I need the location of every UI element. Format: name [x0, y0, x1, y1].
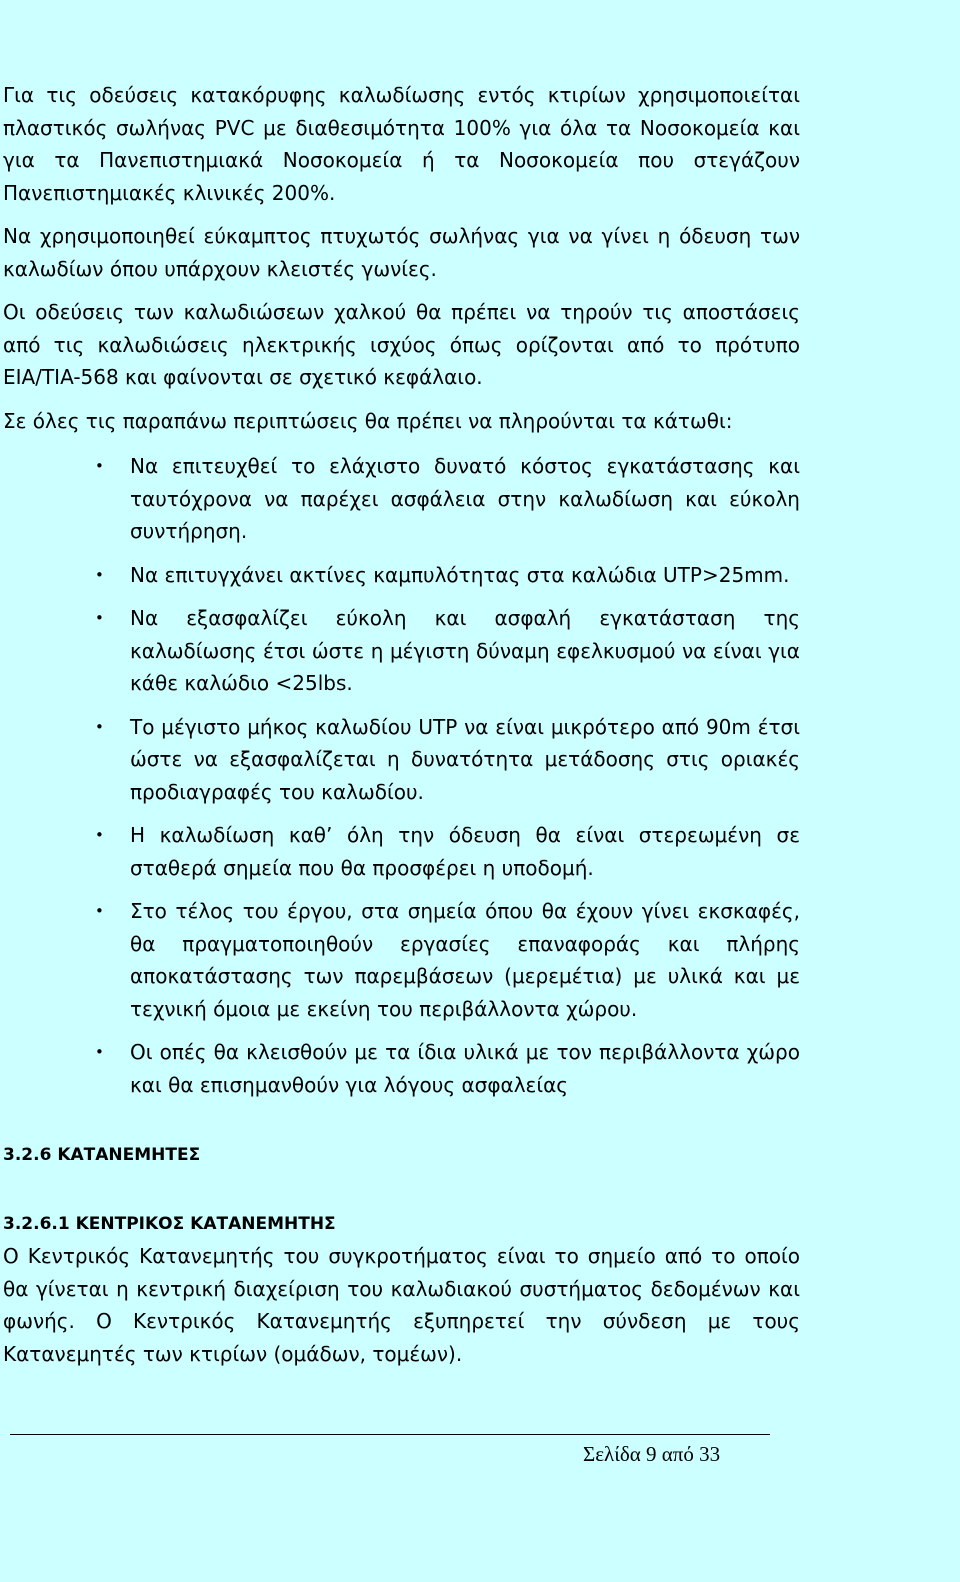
list-item: [3, 819, 800, 884]
document-body: [3, 79, 800, 1370]
bullet-icon: •: [95, 717, 104, 736]
list-item-text: Η καλωδίωση καθ’ όλη την όδευση θα είναι στερεωμένη σε σταθερά σημεία που θα προσφέρει η υποδομή.: [130, 823, 800, 880]
subsection-heading: 3.2.6.1 ΚΕΝΤΡΙΚΟΣ ΚΑΤΑΝΕΜΗΤΗΣ: [3, 1214, 336, 1234]
paragraph-copper-distances: Οι οδεύσεις των καλωδιώσεων χαλκού θα πρέπει να τηρούν τις αποστάσεις από τις καλωδιώσεις ηλεκτρικής ισχύος όπως ορίζονται από το πρότυπο EIA/TIA-568 και φαίνονται σε σχετικό κεφάλαιο.: [3, 300, 800, 389]
footer-divider: [10, 1434, 770, 1435]
bullet-icon: •: [95, 565, 104, 584]
requirements-list: [3, 450, 800, 1101]
bullet-icon: •: [95, 457, 104, 475]
bullet-icon: •: [95, 609, 104, 627]
list-item-text: Οι οπές θα κλεισθούν με τα ίδια υλικά με τον περιβάλλοντα χώρο και θα επισημανθούν για λόγους ασφαλείας: [130, 1040, 800, 1097]
list-item-text: Να επιτευχθεί το ελάχιστο δυνατό κόστος εγκατάστασης και ταυτόχρονα να παρέχει ασφάλεια στην καλωδίωση και εύκολη συντήρηση.: [130, 454, 800, 543]
list-item: [3, 602, 800, 700]
list-item-text: Να εξασφαλίζει εύκολη και ασφαλή εγκατάσταση της καλωδίωσης έτσι ώστε η μέγιστη δύναμη εφελκυσμού να είναι για κάθε καλώδιο <25lbs.: [130, 606, 800, 695]
list-item: [3, 1036, 800, 1101]
page-number: Σελίδα 9 από 33: [583, 1442, 721, 1466]
list-item-text: Στο τέλος του έργου, στα σημεία όπου θα έχουν γίνει εκσκαφές, θα πραγματοποιηθούν εργασίες επαναφοράς και πλήρης αποκατάστασης των παρεμβάσεων (μερεμέτια) με υλικά και με τεχνική όμοια με εκείνη του περιβάλλοντα χώρου.: [130, 899, 800, 1021]
bullet-icon: •: [95, 902, 104, 920]
list-item: [3, 450, 800, 548]
list-item-text: Να επιτυγχάνει ακτίνες καμπυλότητας στα καλώδια UTP>25mm.: [130, 562, 790, 587]
paragraph-vertical-cabling: Για τις οδεύσεις κατακόρυφης καλωδίωσης εντός κτιρίων χρησιμοποιείται πλαστικός σωλήνας PVC με διαθεσιμότητα 100% για όλα τα Νοσοκομεία και για τα Πανεπιστημιακά Νοσοκομεία ή τα Νοσοκομεία που στεγάζουν Πανεπιστημιακές κλινικές 200%.: [3, 83, 800, 205]
paragraph-central-distributor: Ο Κεντρικός Κατανεμητής του συγκροτήματος είναι το σημείο από το οποίο θα γίνεται η κεντρική διαχείριση του καλωδιακού συστήματος δεδομένων και φωνής. Ο Κεντρικός Κατανεμητής εξυπηρετεί την σύνδεση με τους Κατανεμητές των κτιρίων (ομάδων, τομέων).: [3, 1244, 800, 1366]
section-heading: 3.2.6 ΚΑΤΑΝΕΜΗΤΕΣ: [3, 1145, 201, 1165]
bullet-icon: •: [95, 1043, 104, 1061]
list-item: [3, 895, 800, 1025]
list-item-text: Το μέγιστο μήκος καλωδίου UTP να είναι μικρότερο από 90m έτσι ώστε να εξασφαλίζεται η δυνατότητα μετάδοσης στις οριακές προδιαγραφές του καλωδίου.: [130, 714, 800, 804]
list-item: [3, 559, 800, 592]
paragraph-flexible-conduit: Να χρησιμοποιηθεί εύκαμπτος πτυχωτός σωλήνας για να γίνει η όδευση των καλωδίων όπου υπάρχουν κλειστές γωνίες.: [3, 224, 800, 281]
paragraph-requirements-intro: Σε όλες τις παραπάνω περιπτώσεις θα πρέπει να πληρούνται τα κάτωθι:: [3, 408, 733, 433]
bullet-icon: •: [95, 826, 104, 844]
list-item: [3, 711, 800, 809]
